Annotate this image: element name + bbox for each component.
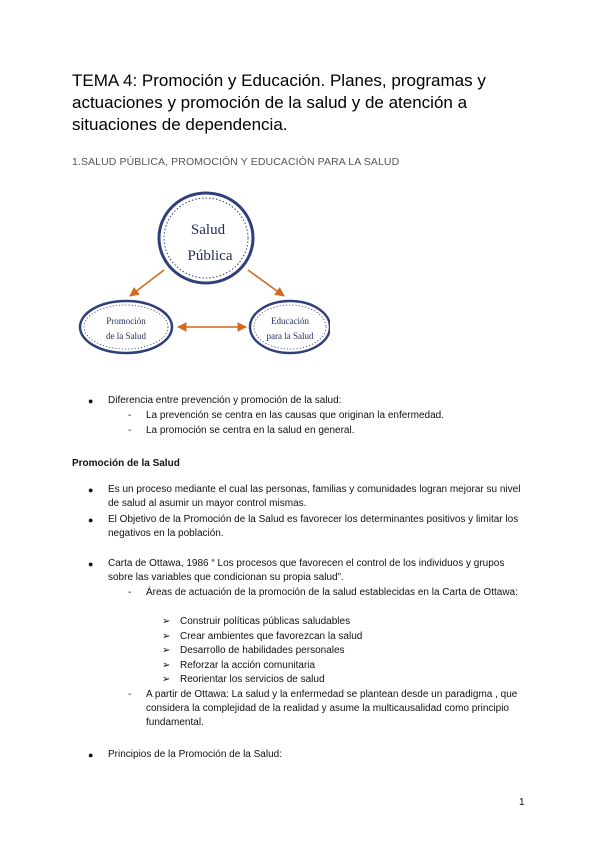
area-item [162,659,520,673]
area-item [162,644,520,658]
sub-item-text: La prevención se centra en las causas que originan la enfermedad. [146,410,444,421]
area-item-text: Reforzar la acción comunitaria [180,660,316,671]
sub-item-text: La promoción se centra en la salud en general. [146,425,355,436]
area-item [162,615,520,629]
salud-publica-diagram [70,188,330,360]
arrow-to-educacion [248,270,284,296]
arrowhead-icon: ➢ [162,674,171,685]
bullet-dot-icon: ● [88,750,94,760]
list-item-diferencia [88,394,528,408]
top-circle [159,193,253,283]
promocion-heading: Promoción de la Salud [72,458,180,469]
list-item-text: Principios de la Promoción de la Salud: [108,749,282,760]
area-item-text: Crear ambientes que favorezcan la salud [180,631,363,642]
list-item [88,513,530,541]
area-item [162,630,520,644]
list-item-text: Diferencia entre prevención y promoción de la salud: [108,395,342,406]
left-circle-line2: de la Salud [106,331,146,341]
sub-item [128,688,526,730]
sub-item-text: A partir de Ottawa: La salud y la enfermedad se plantean desde un paradigma , que considera la complejidad de la realidad y asume la multicausalidad como principio fundamental. [146,689,518,728]
arrowhead-icon: ➢ [162,645,171,656]
bullet-dot-icon: ● [88,396,94,406]
top-circle-line2: Pública [187,248,233,264]
arrow-to-promocion [130,270,164,296]
arrowhead-icon: ➢ [162,631,171,642]
sub-item [128,586,530,600]
arrowhead-icon: ➢ [162,616,171,627]
arrowhead-icon: ➢ [162,660,171,671]
dash-icon: - [128,689,132,700]
list-item-text: Carta de Ottawa, 1986 “ Los procesos que favorecen el control de los individuos y grupos sobre las variables que condicionan su propia salud”. [108,558,505,583]
right-circle-line1: Educación [271,316,309,326]
right-circle-line2: para la Salud [266,331,314,341]
sub-item [128,409,526,423]
list-item [88,483,530,511]
area-item [162,673,520,687]
list-item [88,557,530,585]
dash-icon: - [128,425,132,436]
sub-item-text: Áreas de actuación de la promoción de la salud establecidas en la Carta de Ottawa: [146,587,518,598]
dash-icon: - [128,587,132,598]
left-circle [80,301,172,353]
dash-icon: - [128,410,132,421]
right-circle [250,301,330,353]
list-item [88,748,530,762]
list-item-text: El Objetivo de la Promoción de la Salud es favorecer los determinantes positivos y limitar los negativos en la población. [108,514,519,539]
bullet-dot-icon: ● [88,485,94,495]
section-heading: 1.SALUD PÚBLICA, PROMOCIÓN Y EDUCACIÓN PARA LA SALUD [72,156,400,168]
top-circle-line1: Salud [190,222,226,238]
area-item-text: Desarrollo de habilidades personales [180,645,345,656]
bullet-dot-icon: ● [88,515,94,525]
area-item-text: Reorientar los servicios de salud [180,674,325,685]
page-number: 1 [519,797,525,808]
list-item-text: Es un proceso mediante el cual las personas, familias y comunidades logran mejorar su nivel de salud al asumir un mayor control mismas. [108,484,521,509]
bullet-dot-icon: ● [88,559,94,569]
area-item-text: Construir políticas públicas saludables [180,616,351,627]
left-circle-line1: Promoción [106,316,146,326]
document-title: TEMA 4: Promoción y Educación. Planes, programas y actuaciones y promoción de la salud y de atención a situaciones de dependencia. [72,71,486,134]
sub-item [128,424,526,438]
